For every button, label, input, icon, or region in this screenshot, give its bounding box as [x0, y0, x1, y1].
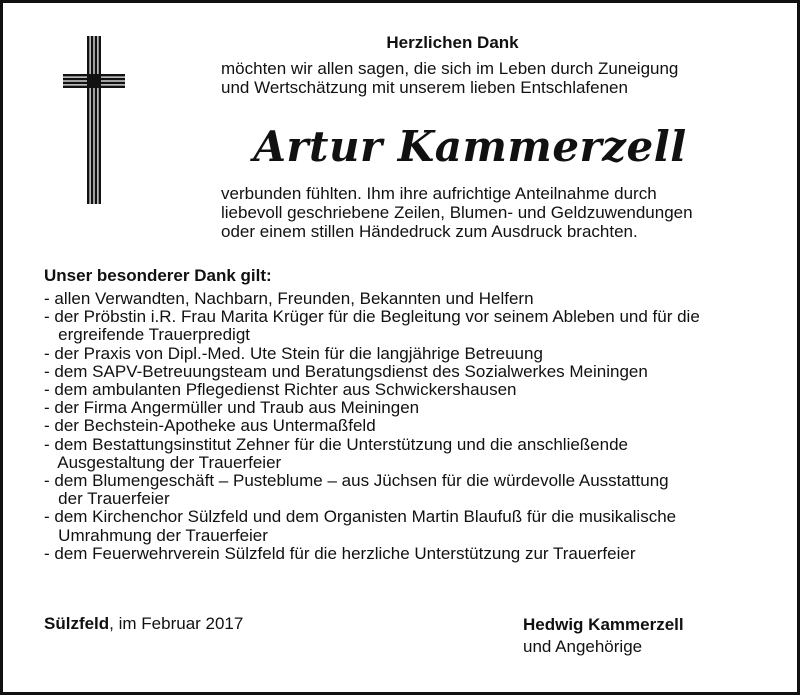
signature-sub: und Angehörige — [523, 637, 643, 656]
list-item: - dem Bestattungsinstitut Zehner für die Unterstützung und die anschließende — [44, 434, 629, 454]
place-date — [44, 614, 243, 634]
list-item: - allen Verwandten, Nachbarn, Freunden, Bekannten und Helfern — [44, 289, 534, 308]
list-item: - dem ambulanten Pflegedienst Richter aus Schwickershausen — [44, 380, 517, 400]
intro-line: und Wertschätzung mit unserem lieben Entschlafenen — [221, 78, 628, 97]
list-item: - der Praxis von Dipl.-Med. Ute Stein für die langjährige Betreuung — [44, 343, 543, 363]
heading: Herzlichen Dank — [386, 33, 519, 52]
body-line: liebevoll geschriebene Zeilen, Blumen- und Geldzuwendungen — [221, 203, 693, 222]
cross-icon — [63, 36, 125, 204]
list-item: - der Firma Angermüller und Traub aus Meiningen — [44, 398, 420, 418]
thanks-title: Unser besonderer Dank gilt: — [44, 266, 272, 285]
place: Sülzfeld — [44, 614, 110, 633]
date: , im Februar 2017 — [109, 614, 244, 633]
list-item: - dem Kirchenchor Sülzfeld und dem Organisten Martin Blaufuß für die musikalische — [44, 507, 677, 527]
deceased-name: Artur Kammerzell — [253, 122, 687, 171]
list-item: - dem SAPV-Betreuungsteam und Beratungsdienst des Sozialwerkes Meiningen — [44, 361, 648, 381]
thanks-list — [44, 290, 700, 563]
list-item: - der Bechstein-Apotheke aus Untermaßfeld — [44, 416, 376, 436]
body-line: oder einem stillen Händedruck zum Ausdruck brachten. — [221, 222, 638, 241]
list-item: Umrahmung der Trauerfeier — [44, 525, 268, 545]
list-item: der Trauerfeier — [44, 489, 170, 509]
list-item: ergreifende Trauerpredigt — [44, 325, 251, 345]
signature-name: Hedwig Kammerzell — [523, 615, 684, 634]
body-text — [221, 184, 693, 241]
signature — [523, 614, 684, 658]
list-item: - dem Blumengeschäft – Pusteblume – aus Jüchsen für die würdevolle Ausstattung — [44, 471, 669, 491]
intro-text — [221, 59, 678, 97]
body-line: verbunden fühlten. Ihm ihre aufrichtige Anteilnahme durch — [221, 184, 657, 203]
list-item: Ausgestaltung der Trauerfeier — [44, 452, 282, 472]
list-item: - dem Feuerwehrverein Sülzfeld für die herzliche Unterstützung zur Trauerfeier — [44, 543, 636, 563]
list-item: - der Pröbstin i.R. Frau Marita Krüger für die Begleitung vor seinem Ableben und für die — [44, 307, 700, 327]
intro-line: möchten wir allen sagen, die sich im Leben durch Zuneigung — [221, 59, 679, 78]
